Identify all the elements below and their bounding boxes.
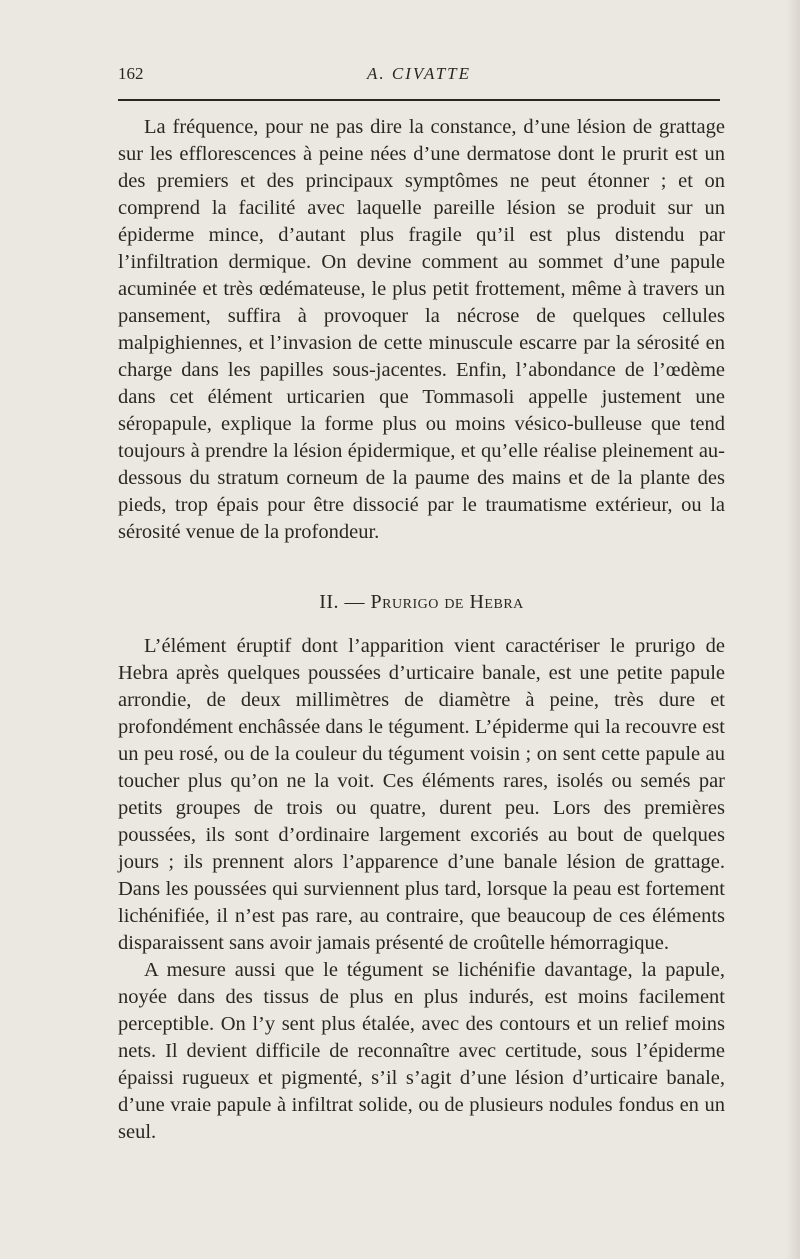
paragraph: A mesure aussi que le tégument se lichénifie davantage, la papule, noyée dans des tissus de plus en plus indurés, est moins facilement perceptible. On l’y sent plus étalée, avec des contours et un relief moins nets. Il devient difficile de reconnaître avec certitude, sous l’épiderme épaissi rugueux et pigmenté, s’il s’agit d’une lésion d’urticaire banale, d’une vraie papule à infiltrat solide, ou de plusieurs nodules fondus en un seul.: [118, 959, 725, 1143]
section-title: Prurigo de Hebra: [370, 591, 524, 613]
page-number: 162: [118, 64, 144, 83]
page-edge-shadow: [786, 0, 800, 1259]
running-head: A. CIVATTE: [366, 64, 472, 83]
section-dash: —: [344, 591, 366, 613]
body-text-before-section: [118, 114, 725, 546]
paragraph: La fréquence, pour ne pas dire la constance, d’une lésion de grattage sur les efflorescences à peine nées d’une dermatose dont le prurit est un des premiers et des principaux symptômes ne peut étonner ; et on comprend la facilité avec laquelle pareille lésion se produit sur un épiderme mince, d’autant plus fragile qu’il est plus distendu par l’infiltration dermique. On devine comment au sommet d’une papule acuminée et très œdémateuse, le plus petit frottement, même à travers un pansement, suffira à provoquer la nécrose de quelques cellules malpighiennes, et l’invasion de cette minuscule escarre par la sérosité en charge dans les papilles sous-jacentes. Enfin, l’abondance de l’œdème dans cet élément urticarien que Tommasoli appelle justement une séropapule, explique la forme plus ou moins vésico-bulleuse que tend toujours à prendre la lésion épidermique, et qu’elle réalise pleinement au-dessous du stratum corneum de la paume des mains et de la plante des pieds, trop épais pour être dissocié par le traumatisme extérieur, ou la sérosité venue de la profondeur.: [118, 116, 725, 543]
page-header: [118, 64, 720, 88]
paragraph: L’élément éruptif dont l’apparition vient caractériser le prurigo de Hebra après quelques poussées d’urticaire banale, est une petite papule arrondie, de deux millimètres de diamètre à peine, très dure et profondément enchâssée dans le tégument. L’épiderme qui la recouvre est un peu rosé, ou de la couleur du tégument voisin ; on sent cette papule au toucher plus qu’on ne la voit. Ces éléments rares, isolés ou semés par petits groupes de trois ou quatre, durent peu. Lors des premières poussées, ils sont d’ordinaire largement excoriés au bout de quelques jours ; ils prennent alors l’apparence d’une banale lésion de grattage. Dans les poussées qui surviennent plus tard, lorsque la peau est fortement lichénifiée, il n’est pas rare, au contraire, que beaucoup de ces éléments disparaissent sans avoir jamais présenté de croûtelle hémorragique.: [118, 635, 725, 954]
header-rule: [118, 99, 720, 101]
section-heading: [118, 589, 725, 616]
body-text-after-section: [118, 633, 725, 1146]
section-numeral: II.: [319, 591, 340, 613]
